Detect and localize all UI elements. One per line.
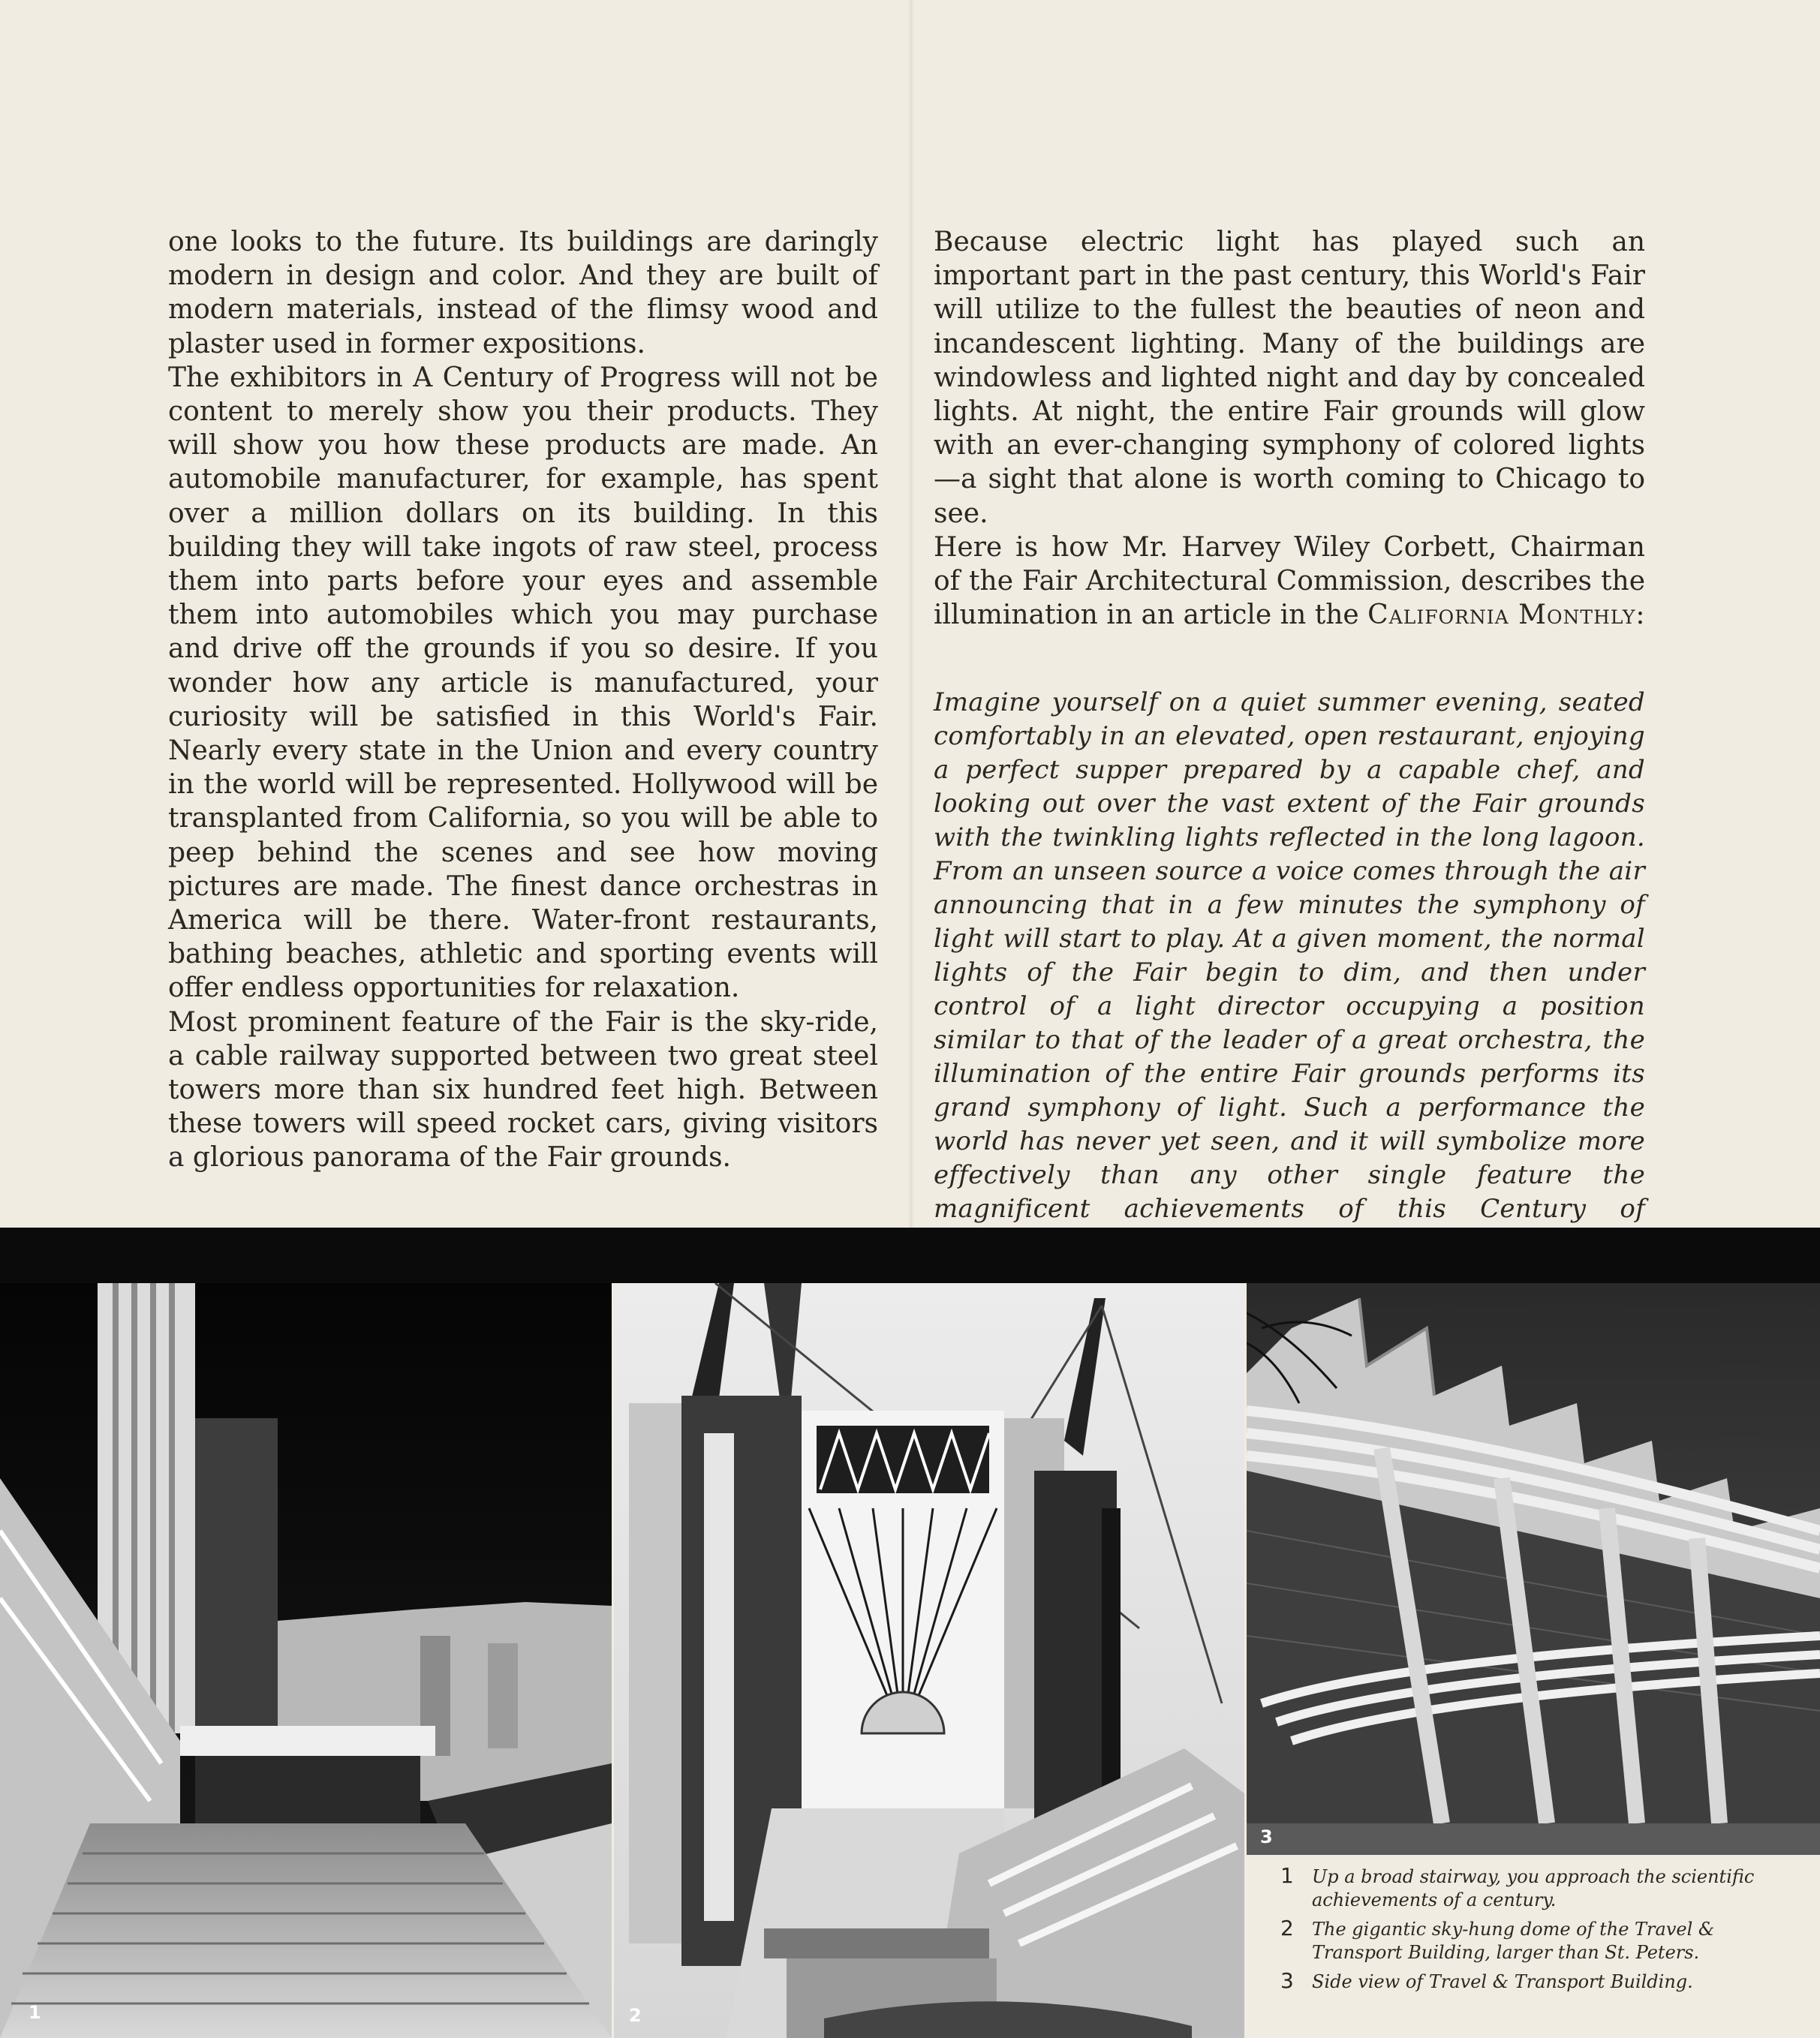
- paragraph-electric-light: Because electric light has played such an important part in the past century, this World's Fair will utilize to the fullest the beauties of neon and incandescent lighting. Many of the buildings are windowless and lighted night and day by concealed lights. At night, the entire Fair grounds will glow with an ever-changing symphony of colored lights—a sight that alone is worth coming to Chicago to see.: [934, 227, 1645, 529]
- paragraph-sky-ride: Most prominent feature of the Fair is the sky-ride, a cable railway supported between two great steel towers more than six hundred feet high. Between these towers will speed rocket cars, giving visitors a glorious panorama of the Fair grounds.: [168, 1006, 878, 1174]
- photo-2-number: 2: [629, 2005, 642, 2026]
- paragraph-corbett-intro: [934, 531, 1645, 633]
- corbett-quote: Imagine yourself on a quiet summer evening, seated comfortably in an elevated, open restaurant, enjoying a perfect supper prepared by a capable chef, and looking out over the vast extent of the Fair grounds with the twinkling lights reflected in the long lagoon. From an unseen source a voice comes through the air announcing that in a few minutes the symphony of light will start to play. At a given moment, the normal lights of the Fair begin to dim, and then under control of a light director occupying a position similar to that of the leader of a great orchestra, the illumination of the entire Fair grounds performs its grand symphony of light. Such a performance the world has never yet seen, and it will symbolize more effectively than any other single feature the magnificent achievements of this Century of: [934, 687, 1645, 1225]
- paragraph-exhibitors: The exhibitors in A Century of Progress will not be content to merely show you their products. They will show you how these products are made. An automobile manufacturer, for example, has spent over a million dollars on its building. In this building they will take ingots of raw steel, process them into parts before your eyes and assemble them into automobiles which you may purchase and drive off the grounds if you so desire. If you wonder how any article is manufactured, your curiosity will be satisfied in this World's Fair. Nearly every state in the Union and every country in the world will be represented. Hollywood will be transplanted from California, so you will be able to peep behind the scenes and see how moving pictures are made. The finest dance orchestras in America will be there. Water-front restaurants, bathing beaches, athletic and sporting events will offer endless opportunities for relaxation.: [168, 362, 878, 1004]
- caption-item: [1276, 1918, 1810, 1964]
- caption-1-number: 1: [1280, 1863, 1294, 1888]
- right-text-column: [934, 225, 1645, 1260]
- page-fold: [908, 0, 914, 1231]
- caption-1-text: Up a broad stairway, you approach the scientific achievements of a century.: [1312, 1866, 1755, 1910]
- photo-captions: [1276, 1865, 1810, 2000]
- corbett-intro-text: Here is how Mr. Harvey Wiley Corbett, Chairman of the Fair Architectural Commission, describes the illumination in an article in the: [934, 531, 1645, 631]
- photo-3-number: 3: [1260, 1826, 1273, 1847]
- publication-name: California Monthly: [1367, 600, 1636, 631]
- intro-colon: :: [1635, 600, 1645, 631]
- caption-3-text: Side view of Travel & Transport Building.: [1312, 1971, 1693, 1992]
- paragraph-modern-buildings: one looks to the future. Its buildings are daringly modern in design and color. And they are built of modern materials, instead of the flimsy wood and plaster used in former expositions.: [168, 227, 878, 359]
- caption-item: [1276, 1970, 1810, 1994]
- caption-item: [1276, 1865, 1810, 1912]
- caption-2-number: 2: [1280, 1916, 1294, 1940]
- caption-3-number: 3: [1280, 1968, 1294, 1993]
- photo-transport-building-side: [1247, 1283, 1820, 1855]
- photo-1-number: 1: [29, 2002, 41, 2023]
- photo-sky-hung-dome: [614, 1283, 1244, 2038]
- caption-2-text: The gigantic sky-hung dome of the Travel & Transport Building, larger than St. Peters.: [1312, 1919, 1715, 1963]
- left-text-column: [168, 225, 878, 1175]
- photo-stairway-night: [0, 1283, 612, 2038]
